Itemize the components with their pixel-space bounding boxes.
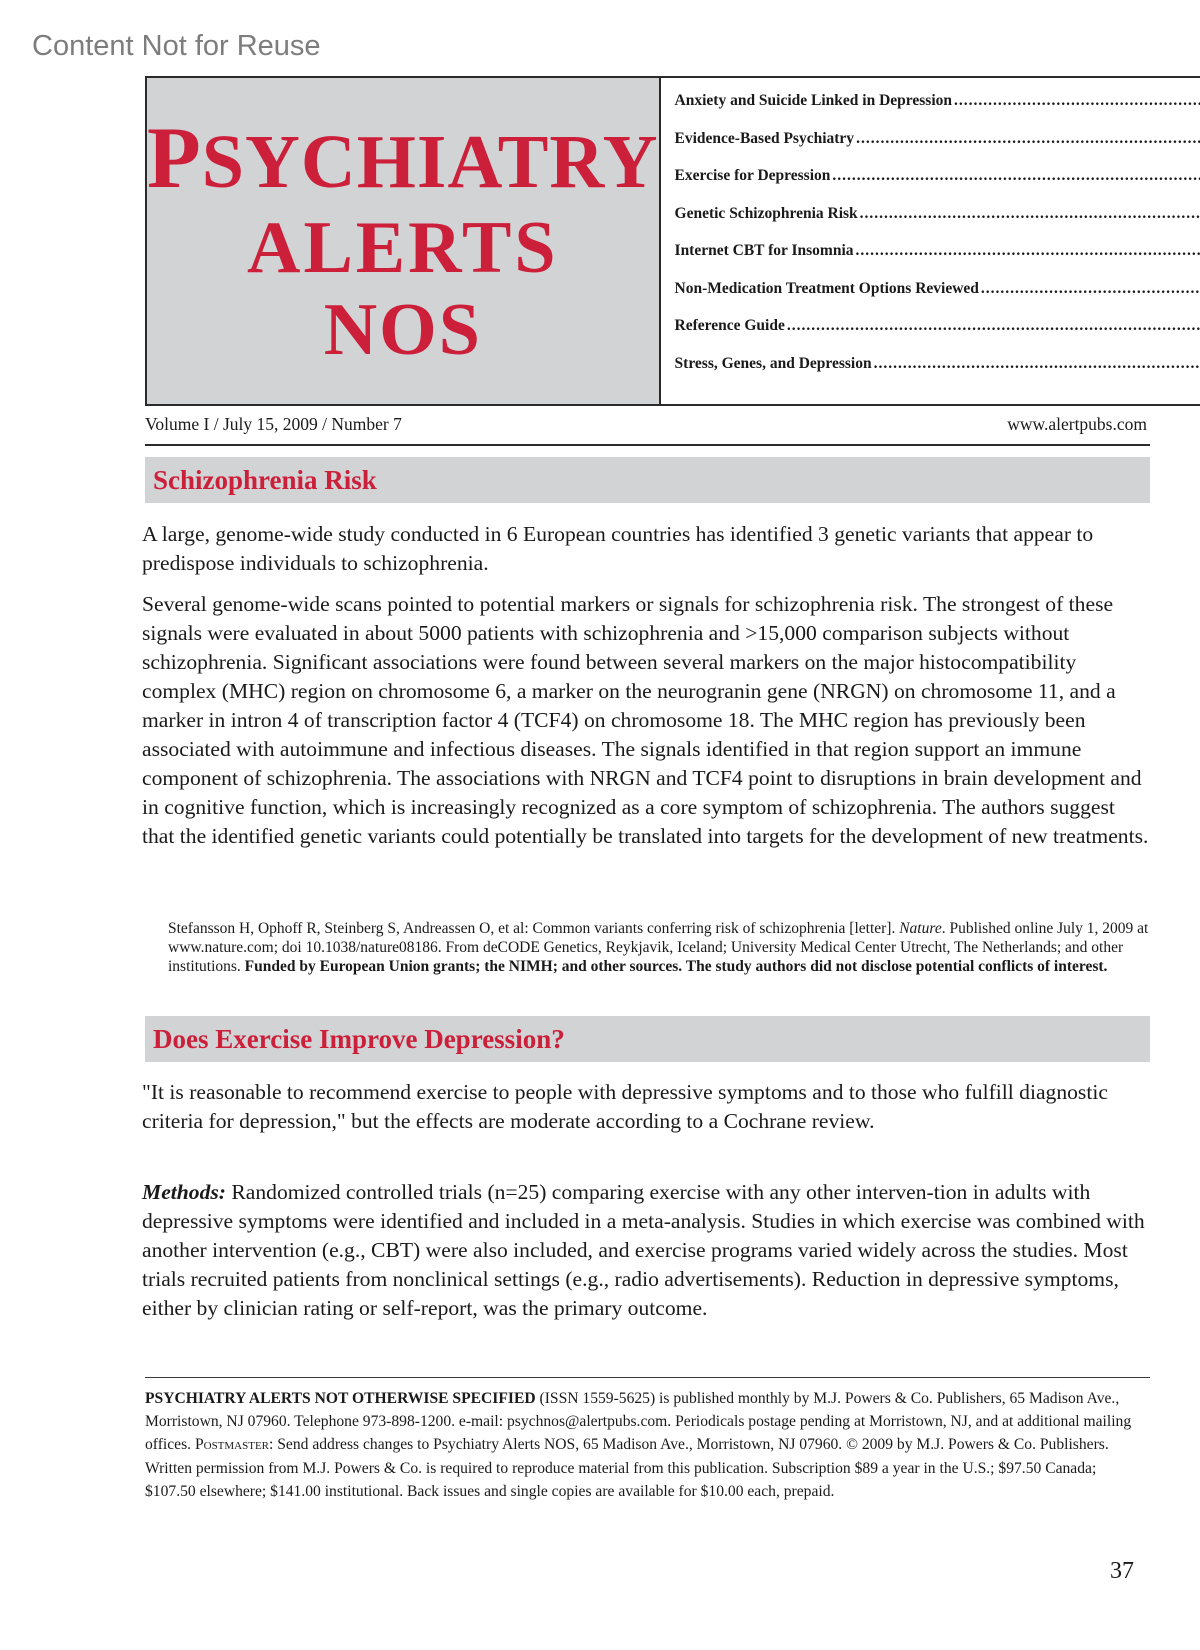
toc-entry-title: Anxiety and Suicide Linked in Depression — [674, 92, 953, 109]
toc-entry-title: Internet CBT for Insomnia — [674, 242, 854, 259]
postmaster-label: Postmaster: — [194, 1436, 274, 1454]
toc-entry-title: Non-Medication Treatment Options Reviewed — [674, 279, 979, 297]
methods-text: Randomized controlled trials (n=25) comparing exercise with any other interven-tion in adults with depressive symptoms were identified and included in a meta-analysis. Studies in which exercise was combined with another intervention (e.g., CBT) were also included, and exercise programs varied widely across the studies. Most trials recruited patients from nonclinical settings (e.g., radio advertisements). Reduction in depressive symptoms, either by clinician rating or self-report, was the primary outcome. — [142, 1180, 1145, 1320]
article-heading-exercise: Does Exercise Improve Depression? — [145, 1016, 1150, 1062]
toc-leader-dots — [874, 355, 1200, 373]
logo-line-2: ALERTS — [247, 207, 559, 289]
page-number: 37 — [1110, 1558, 1134, 1584]
toc-leader-dots — [860, 205, 1200, 223]
citation-funding: Funded by European Union grants; the NIMH; and other sources. The study authors did not disclose potential conflicts of interest. — [244, 958, 1108, 975]
issue-info-line — [145, 414, 1147, 435]
toc-leader-dots — [832, 167, 1200, 185]
toc-entry[interactable] — [675, 92, 1200, 130]
toc-entry-title: Genetic Schizophrenia Risk — [674, 204, 858, 222]
methods-label: Methods: — [142, 1180, 226, 1204]
toc-leader-dots — [787, 317, 1200, 335]
toc-entry-title: Evidence-Based Psychiatry — [674, 129, 855, 147]
toc-entry[interactable] — [675, 167, 1200, 205]
divider — [145, 444, 1150, 446]
toc-entry[interactable] — [675, 280, 1200, 318]
toc-entry[interactable] — [675, 317, 1200, 355]
website-link[interactable]: www.alertpubs.com — [1007, 414, 1147, 434]
toc-entry-title: Exercise for Depression — [674, 167, 831, 184]
citation-details: . Published online July 1, 2009 at www.nature.com; doi 10.1038/nature08186. From deCODE Genetics, Reykjavik, Iceland; University Medical Center Utrecht, The Netherlands; and other institutions. — [168, 920, 1149, 975]
table-of-contents — [661, 76, 1200, 406]
publication-logo — [145, 76, 661, 406]
toc-entry-title: Stress, Genes, and Depression — [674, 354, 872, 372]
toc-leader-dots — [856, 242, 1200, 260]
article1-citation — [168, 919, 1150, 976]
citation-journal: Nature — [899, 920, 942, 937]
masthead — [145, 76, 1150, 408]
toc-entry[interactable] — [675, 205, 1200, 243]
article2-methods — [142, 1178, 1152, 1323]
article2-intro: "It is reasonable to recommend exercise to people with depressive symptoms and to those who fulfill diagnostic criteria for depression," but the effects are moderate according to a Cochrane review. — [142, 1080, 1108, 1133]
toc-leader-dots — [856, 130, 1200, 148]
article1-intro: A large, genome-wide study conducted in 6 European countries has identified 3 genetic variants that appear to predispose individuals to schizophrenia. — [142, 522, 1094, 575]
logo-line-3: NOS — [323, 289, 482, 371]
issue-info: Volume I / July 15, 2009 / Number 7 — [145, 414, 402, 434]
publication-info — [145, 1387, 1150, 1503]
toc-leader-dots — [981, 280, 1200, 298]
toc-entry[interactable] — [675, 355, 1200, 393]
watermark: Content Not for Reuse — [32, 30, 321, 62]
citation-authors: Stefansson H, Ophoff R, Steinberg S, Andreassen O, et al: Common variants conferring risk of schizophrenia [letter]. — [168, 920, 896, 937]
footer-divider — [145, 1377, 1150, 1378]
toc-leader-dots — [954, 92, 1200, 110]
toc-entry-title: Reference Guide — [674, 317, 785, 334]
toc-entry[interactable] — [675, 242, 1200, 280]
toc-entry[interactable] — [675, 130, 1200, 168]
publication-name: PSYCHIATRY ALERTS NOT OTHERWISE SPECIFIED — [145, 1390, 536, 1407]
publication-details: (ISSN 1559-5625) is published monthly by M.J. Powers & Co. Publishers, 65 Madison Ave., Morristown, NJ 07960. Telephone 973-898-1200. e-mail: psychnos@alertpubs.com. Periodicals postage pending at Morristown, NJ, and at additional mailing offices. — [145, 1390, 1132, 1454]
logo-line-1: PSYCHIATRY — [147, 110, 659, 207]
publication-terms: Send address changes to Psychiatry Alerts NOS, 65 Madison Ave., Morristown, NJ 07960. © 2009 by M.J. Powers & Co. Publishers. Written permission from M.J. Powers & Co. is required to reproduce material from this publication. Subscription $89 a year in the U.S.; $97.50 Canada; $107.50 elsewhere; $141.00 institutional. Back issues and single copies are available for $10.00 each, prepaid. — [145, 1436, 1109, 1500]
article-heading-schizophrenia: Schizophrenia Risk — [145, 457, 1150, 503]
article1-body: Several genome-wide scans pointed to potential markers or signals for schizophrenia risk. The strongest of these signals were evaluated in about 5000 patients with schizophrenia and >15,000 comparison subjects without schizophrenia. Significant associations were found between several markers on the major histocompatibility complex (MHC) region on chromosome 6, a marker on the neurogranin gene (NRGN) on chromosome 11, and a marker in intron 4 of transcription factor 4 (TCF4) on chromosome 18. The MHC region has previously been associated with autoimmune and infectious diseases. The signals identified in that region support an immune component of schizophrenia. The associations with NRGN and TCF4 point to disruptions in brain development and in cognitive function, which is increasingly recognized as a core symptom of schizophrenia. The authors suggest that the identified genetic variants could potentially be translated into targets for the development of new treatments. — [142, 592, 1149, 848]
